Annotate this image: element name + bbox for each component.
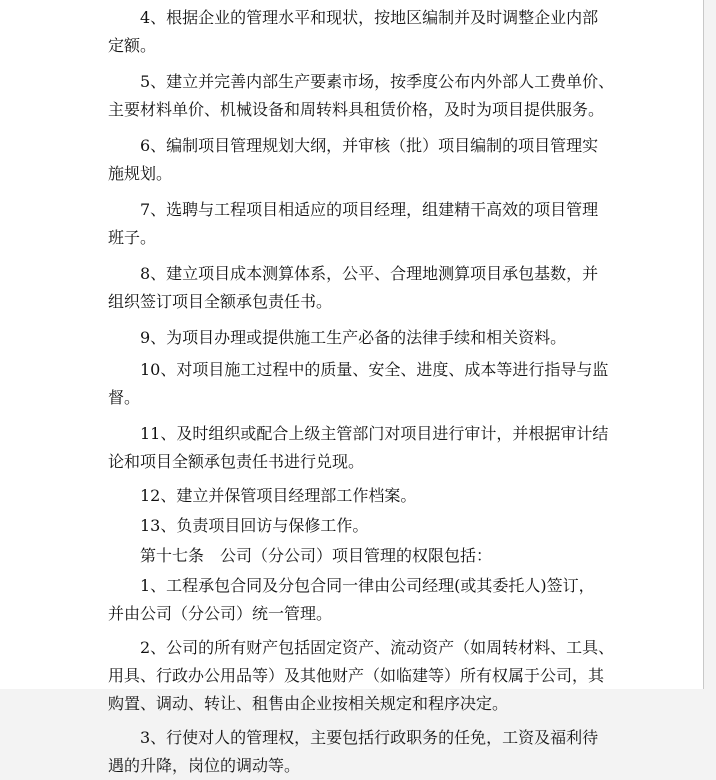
text-line: 施规划。	[108, 164, 173, 183]
text-line: 2、公司的所有财产包括固定资产、流动资产（如周转材料、工具、	[140, 638, 615, 657]
text-line: 主要材料单价、机械设备和周转料具租赁价格，及时为项目提供服务。	[108, 100, 605, 119]
paragraph-item-5	[108, 68, 628, 124]
paragraph-item-12	[108, 482, 628, 510]
paragraph-item-4	[108, 4, 628, 60]
document-body	[108, 4, 628, 780]
text-line: 12、建立并保管项目经理部工作档案。	[140, 486, 417, 505]
text-line: 班子。	[108, 228, 157, 247]
text-line: 购置、调动、转让、租售由企业按相关规定和程序决定。	[108, 694, 509, 713]
paragraph-item-9	[108, 324, 628, 352]
text-line: 10、对项目施工过程中的质量、安全、进度、成本等进行指导与监	[140, 360, 609, 379]
text-line: 8、建立项目成本测算体系，公平、合理地测算项目承包基数，并	[140, 264, 599, 283]
paragraph-item-10	[108, 356, 628, 412]
paragraph-item-7	[108, 196, 628, 252]
text-line: 论和项目全额承包责任书进行兑现。	[108, 452, 365, 471]
text-line: 定额。	[108, 36, 157, 55]
text-line: 6、编制项目管理规划大纲，并审核（批）项目编制的项目管理实	[140, 136, 599, 155]
text-line: 遇的升降，岗位的调动等。	[108, 756, 301, 775]
text-line: 并由公司（分公司）统一管理。	[108, 604, 333, 623]
text-line: 1、工程承包合同及分包合同一律由公司经理(或其委托人)签订，	[140, 576, 595, 595]
text-line: 4、根据企业的管理水平和现状，按地区编制并及时调整企业内部	[140, 8, 599, 27]
text-line: 督。	[108, 388, 141, 407]
text-line: 第十七条 公司（分公司）项目管理的权限包括：	[140, 546, 493, 565]
paragraph-right-1	[108, 572, 628, 628]
paragraph-item-13	[108, 512, 628, 540]
text-line: 3、行使对人的管理权，主要包括行政职务的任免，工资及福利待	[140, 728, 599, 747]
paragraph-right-3	[108, 724, 628, 780]
text-line: 5、建立并完善内部生产要素市场，按季度公布内外部人工费单价、	[140, 72, 615, 91]
article-heading	[108, 542, 628, 570]
paragraph-item-8	[108, 260, 628, 316]
text-line: 组织签订项目全额承包责任书。	[108, 292, 333, 311]
paragraph-item-11	[108, 420, 628, 476]
paragraph-right-2	[108, 634, 628, 718]
text-line: 13、负责项目回访与保修工作。	[140, 516, 369, 535]
text-line: 9、为项目办理或提供施工生产必备的法律手续和相关资料。	[140, 328, 567, 347]
text-line: 11、及时组织或配合上级主管部门对项目进行审计，并根据审计结	[140, 424, 609, 443]
text-line: 用具、行政办公用品等）及其他财产（如临建等）所有权属于公司，其	[108, 666, 605, 685]
paragraph-item-6	[108, 132, 628, 188]
text-line: 7、选聘与工程项目相适应的项目经理，组建精干高效的项目管理	[140, 200, 599, 219]
